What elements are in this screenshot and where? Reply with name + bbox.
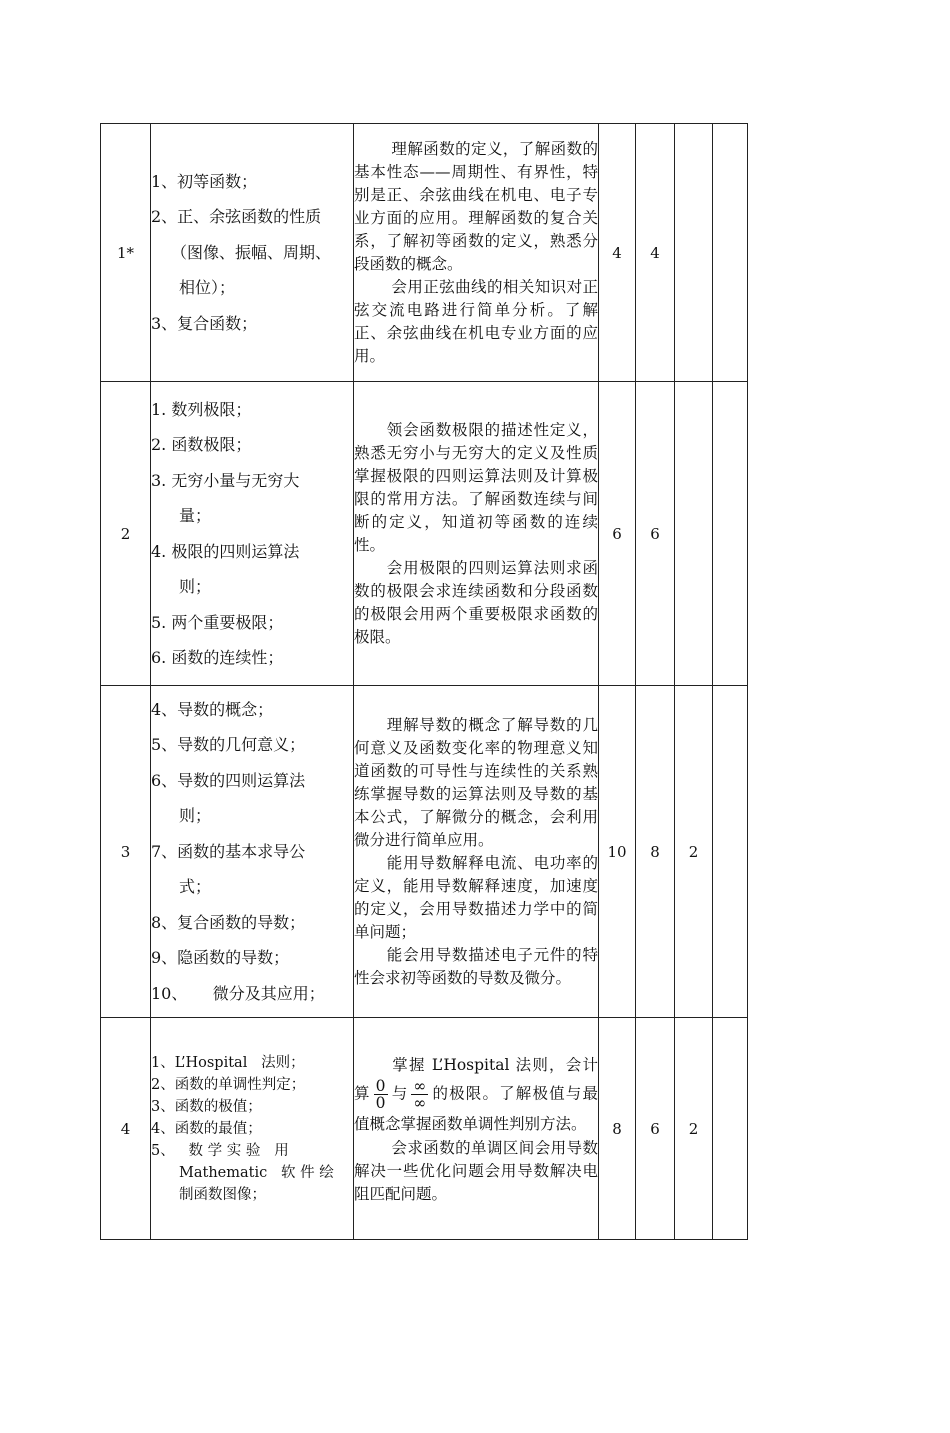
- topic-item: 9、隐函数的导数；: [151, 948, 290, 968]
- row-number: 1*: [101, 124, 151, 382]
- hours-total: 10: [599, 686, 636, 1018]
- table-row: [101, 1018, 748, 1240]
- topic-item: 3. 无穷小量与无穷大: [151, 470, 300, 490]
- goal-cell: [354, 382, 599, 686]
- topic-item: 6. 函数的连续性；: [151, 648, 284, 667]
- goal-paragraph: [354, 419, 598, 557]
- hours-total: 6: [599, 382, 636, 686]
- row-number: 3: [101, 686, 151, 1018]
- topic-item: 7、函数的基本求导公: [151, 841, 306, 861]
- hours-practice: 2: [675, 1018, 713, 1240]
- topic-item: 2、函数的单调性判定；: [151, 1076, 306, 1093]
- topic-item: 5、 数 学 实 验 用: [151, 1142, 289, 1159]
- goal-text: 理解函数的定义，了解函数的基本性态——周期性、有界性，特别是正、余弦曲线在机电、电子专业方面的应用。理解函数的复合关系，了解初等函数的定义，熟悉分段函数的概念。: [354, 139, 598, 273]
- table-row: [101, 124, 748, 382]
- row-number: 4: [101, 1018, 151, 1240]
- table-row: [101, 686, 748, 1018]
- fraction-numerator: ∞: [413, 1076, 427, 1095]
- topic-item: 5. 两个重要极限；: [151, 612, 284, 632]
- empty-cell: [713, 686, 748, 1018]
- topic-item: 3、复合函数；: [151, 313, 258, 333]
- topic-item: （图像、振幅、周期、: [171, 242, 332, 262]
- goal-paragraph: [354, 276, 598, 368]
- goal-paragraph: [354, 557, 598, 649]
- topic-item: 则；: [179, 806, 212, 826]
- empty-cell: [713, 124, 748, 382]
- goal-cell: [354, 686, 599, 1018]
- hours-practice: 2: [675, 686, 713, 1018]
- topics-cell: [151, 1018, 354, 1240]
- goal-paragraph: [354, 1137, 598, 1206]
- topic-item: 相位）；: [179, 278, 236, 298]
- fraction-denominator: 0: [375, 1093, 386, 1112]
- hours-lecture: 6: [636, 382, 675, 686]
- topics-cell: [151, 124, 354, 382]
- topics-cell: [151, 686, 354, 1018]
- topic-item: 量；: [179, 506, 212, 525]
- goal-text: 的极限。了解极值与最值概念掌握函数单调性判别方法。: [354, 1084, 598, 1133]
- topic-item: 8、复合函数的导数；: [151, 912, 306, 932]
- goal-text: 会求函数的单调区间会用导数解决一些优化问题会用导数解决电阻匹配问题。: [354, 1138, 598, 1203]
- fraction-zero-over-zero: [374, 1078, 388, 1111]
- goal-cell: [354, 124, 599, 382]
- topic-item: 4、函数的最值；: [151, 1120, 262, 1137]
- goal-paragraph: [354, 852, 598, 944]
- goal-text: 掌握 L’Hospital 法则，会计算: [354, 1055, 598, 1102]
- row-number: 2: [101, 382, 151, 686]
- topic-item: Mathematic 软 件 绘: [179, 1164, 334, 1181]
- topic-item: 制函数图像；: [179, 1186, 266, 1203]
- goal-text: 能会用导数描述电子元件的特性会求初等函数的导数及微分。: [354, 945, 598, 987]
- goal-paragraph: [354, 714, 598, 852]
- topic-item: 1、L’Hospital 法则；: [151, 1054, 305, 1071]
- goal-paragraph: [354, 944, 598, 990]
- goal-text: 能用导数解释电流、电功率的定义，能用导数解释速度，加速度的定义，会用导数描述力学中的简单问题；: [354, 853, 598, 941]
- goal-text: 理解导数的概念了解导数的几何意义及函数变化率的物理意义知道函数的可导性与连续性的关系熟练掌握导数的运算法则及导数的基本公式，了解微分的概念，会利用微分进行简单应用。: [354, 715, 598, 849]
- topic-item: 2. 函数极限；: [151, 435, 252, 454]
- syllabus-table: [100, 123, 748, 1240]
- hours-lecture: 4: [636, 124, 675, 382]
- topic-item: 2、正、余弦函数的性质: [151, 207, 322, 227]
- hours-total: 4: [599, 124, 636, 382]
- topic-item: 6、导数的四则运算法: [151, 770, 306, 790]
- hours-practice: [675, 124, 713, 382]
- topic-item: 1. 数列极限；: [151, 399, 252, 419]
- goal-text: 会用正弦曲线的相关知识对正弦交流电路进行简单分析。了解正、余弦曲线在机电专业方面的应用。: [354, 277, 598, 365]
- fraction-numerator: 0: [375, 1076, 386, 1095]
- topic-item: 10、 微分及其应用；: [151, 983, 325, 1003]
- fraction-denominator: ∞: [413, 1093, 427, 1112]
- fraction-inf-over-inf: [411, 1078, 428, 1111]
- topic-item: 式；: [179, 877, 212, 897]
- topic-item: 1、初等函数；: [151, 171, 258, 191]
- topics-cell: [151, 382, 354, 686]
- hours-lecture: 8: [636, 686, 675, 1018]
- table-row: [101, 382, 748, 686]
- topic-item: 5、导数的几何意义；: [151, 735, 306, 755]
- goal-cell: [354, 1018, 599, 1240]
- goal-paragraph: [354, 138, 598, 276]
- empty-cell: [713, 382, 748, 686]
- hours-total: 8: [599, 1018, 636, 1240]
- topic-item: 3、函数的极值；: [151, 1098, 262, 1115]
- goal-text: 与: [390, 1084, 409, 1102]
- empty-cell: [713, 1018, 748, 1240]
- topic-item: 则；: [179, 577, 212, 596]
- hours-practice: [675, 382, 713, 686]
- goal-text: 领会函数极限的描述性定义，熟悉无穷小与无穷大的定义及性质掌握极限的四则运算法则及计算极限的常用方法。了解函数连续与间断的定义，知道初等函数的连续性。: [354, 420, 598, 554]
- hours-lecture: 6: [636, 1018, 675, 1240]
- goal-paragraph: [354, 1052, 598, 1137]
- topic-item: 4、导数的概念；: [151, 699, 274, 719]
- goal-text: 会用极限的四则运算法则求函数的极限会求连续函数和分段函数的极限会用两个重要极限求函数的极限。: [354, 558, 598, 646]
- topic-item: 4. 极限的四则运算法: [151, 541, 300, 561]
